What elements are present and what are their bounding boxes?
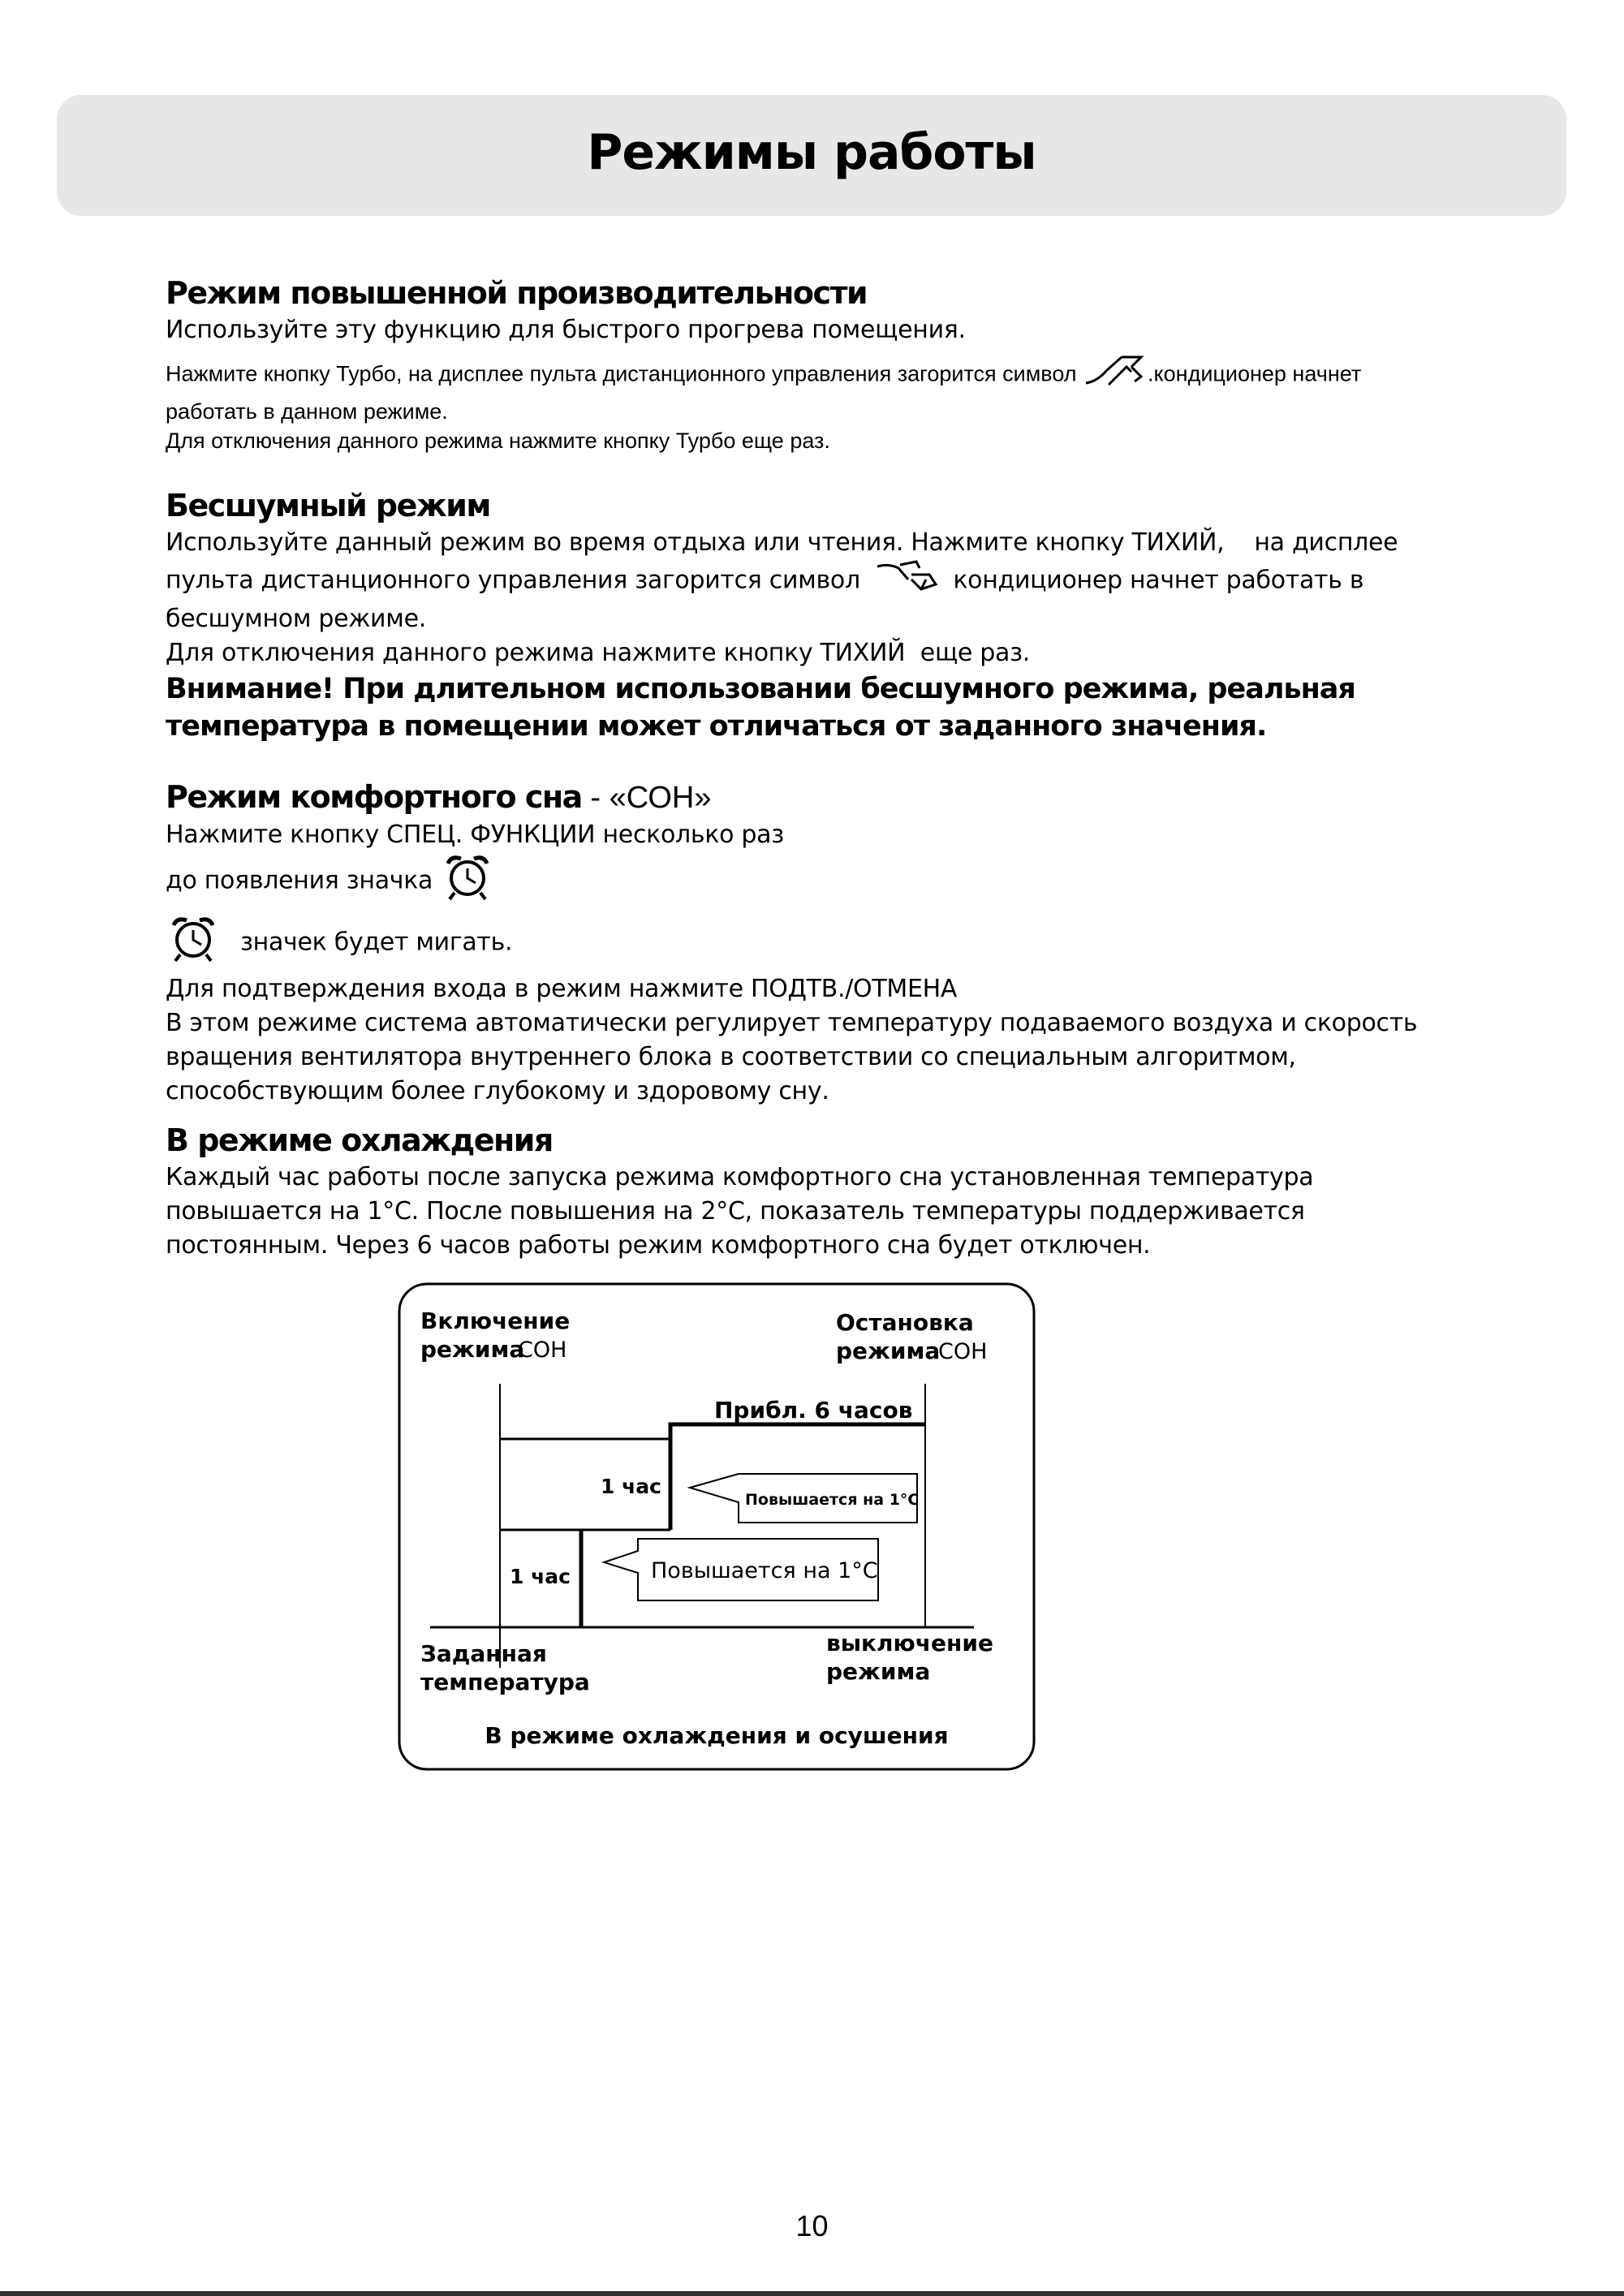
start-label-2: режима (420, 1336, 525, 1363)
step-lower-label: 1 час (510, 1565, 571, 1588)
page-title: Режимы работы (587, 124, 1036, 181)
turbo-instruction (166, 354, 1545, 397)
duration-label: Прибл. 6 часов (714, 1397, 913, 1424)
quiet-text-a: пульта дистанционного управления загорится символ (166, 566, 860, 595)
quiet-text-b: кондиционер начнет работать в (953, 566, 1364, 595)
header-bar (57, 95, 1566, 216)
sleep-line6: вращения вентилятора внутреннего блока в соответствии со специальным алгоритмом, (166, 1043, 1296, 1071)
sleep-heading-bold: Режим комфортного сна (166, 779, 582, 815)
sleep-heading (166, 777, 1545, 818)
stop-label-1: Остановка (836, 1309, 974, 1336)
sleep-line3 (166, 914, 1545, 972)
start-son: СОН (518, 1338, 567, 1363)
turbo-intro: Используйте эту функцию для быстрого прогрева помещения. (166, 316, 966, 344)
step-upper-label: 1 час (601, 1475, 661, 1498)
quiet-warning-1: Внимание! При длительном использовании бесшумного режима, реальная (166, 673, 1355, 705)
cooling-section (166, 1120, 1545, 1263)
turbo-text-a: Нажмите кнопку Турбо, на дисплее пульта дистанционного управления загорится символ (166, 361, 1077, 386)
sleep-line7: способствующим более глубокому и здоровому сну. (166, 1077, 829, 1105)
quiet-section (166, 485, 1545, 745)
sleep-line5: В этом режиме система автоматически регулирует температуру подаваемого воздуха и скорость (166, 1009, 1418, 1037)
sleep-section (166, 777, 1545, 1109)
page-number: 10 (795, 2209, 829, 2242)
quiet-line2 (166, 560, 1545, 602)
callout-lower-text: Повышается на 1°С (651, 1558, 878, 1583)
turbo-text-b: .кондиционер начнет (1148, 361, 1362, 386)
sleep-line2 (166, 852, 1545, 911)
sleep-line1: Нажмите кнопку СПЕЦ. ФУНКЦИИ несколько раз (166, 821, 784, 849)
cooling-heading: В режиме охлаждения (166, 1122, 553, 1158)
set-temp-label-2: температура (420, 1669, 590, 1695)
off-label-1: выключение (826, 1630, 993, 1656)
quiet-line1: Используйте данный режим во время отдыха или чтения. Нажмите кнопку ТИХИЙ, на дисплее (166, 528, 1398, 557)
turbo-heading: Режим повышенной производительности (166, 275, 868, 311)
cooling-line3: постоянным. Через 6 часов работы режим комфортного сна будет отключен. (166, 1231, 1151, 1260)
stop-son: СОН (938, 1339, 988, 1364)
diagram-caption: В режиме охлаждения и осушения (485, 1722, 949, 1749)
cooling-line1: Каждый час работы после запуска режима комфортного сна установленная температура (166, 1163, 1314, 1191)
bottom-strip (0, 2291, 1624, 2296)
turbo-section (166, 273, 1545, 455)
set-temp-label-1: Заданная (420, 1640, 547, 1667)
sleep-heading-suffix: - «СОН» (581, 781, 712, 815)
turbo-off: Для отключения данного режима нажмите кнопку Турбо еще раз. (166, 429, 830, 453)
callout-upper-text: Повышается на 1°С (745, 1491, 920, 1509)
sleep-line2-text: до появления значка (166, 866, 433, 895)
cooling-line2: повышается на 1°С. После повышения на 2°С, показатель температуры поддерживается (166, 1197, 1305, 1226)
turbo-fan-icon (1083, 354, 1148, 397)
quiet-fan-icon (876, 560, 937, 602)
sleep-mode-diagram (398, 1282, 1036, 1771)
alarm-clock-icon (440, 852, 495, 911)
turbo-text-c: работать в данном режиме. (166, 399, 448, 424)
off-label-2: режима (826, 1658, 931, 1685)
sleep-line3-text: значек будет мигать. (240, 928, 513, 957)
start-label-1: Включение (420, 1307, 571, 1334)
quiet-warning-2: температура в помещении может отличаться от заданного значения. (166, 710, 1267, 743)
stop-label-2: режима (836, 1338, 941, 1364)
alarm-clock-icon (166, 914, 221, 972)
quiet-line3: бесшумном режиме. (166, 605, 426, 633)
quiet-heading: Бесшумный режим (166, 488, 490, 523)
sleep-line4: Для подтверждения входа в режим нажмите ПОДТВ./ОТМЕНА (166, 975, 958, 1003)
quiet-off: Для отключения данного режима нажмите кнопку ТИХИЙ еще раз. (166, 639, 1031, 667)
